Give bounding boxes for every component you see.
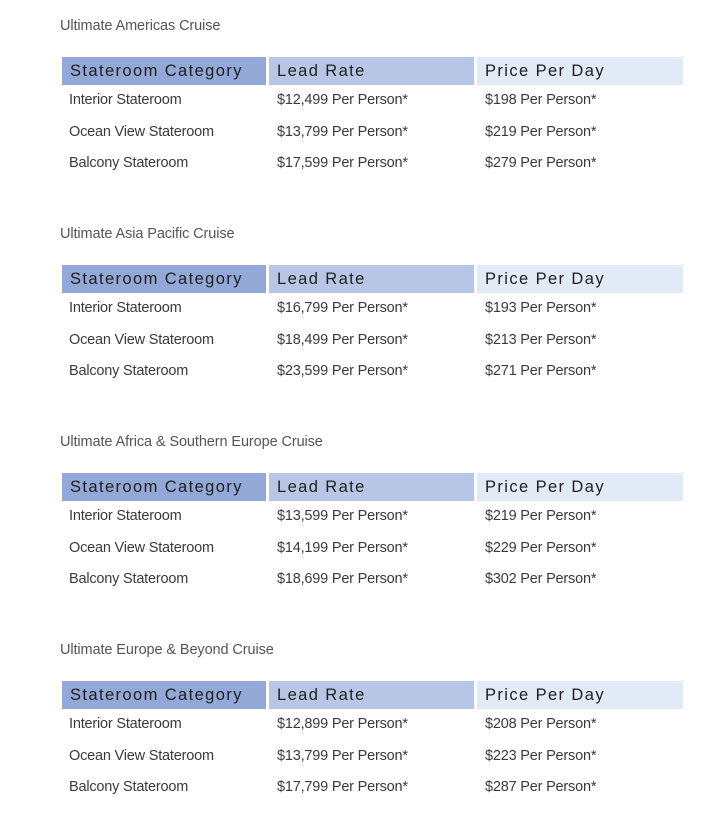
header-stateroom-category: Stateroom Category — [62, 57, 266, 85]
stateroom-category-cell: Balcony Stateroom — [69, 779, 189, 795]
stateroom-category-cell: Ocean View Stateroom — [69, 331, 214, 348]
table-header-row — [62, 473, 683, 501]
stateroom-category-cell: Ocean View Stateroom — [69, 539, 214, 556]
stateroom-category-cell: Ocean View Stateroom — [69, 123, 214, 140]
lead-rate-cell: $13,599 Per Person* — [277, 508, 408, 524]
stateroom-category-cell: Balcony Stateroom — [69, 571, 189, 587]
lead-rate-cell: $17,599 Per Person* — [277, 155, 408, 171]
price-per-day-cell: $219 Per Person* — [485, 123, 597, 140]
header-lead-rate: Lead Rate — [269, 473, 474, 501]
lead-rate-cell: $12,899 Per Person* — [277, 716, 408, 732]
price-per-day-cell: $198 Per Person* — [485, 92, 597, 108]
lead-rate-cell: $18,499 Per Person* — [277, 331, 408, 348]
price-per-day-cell: $219 Per Person* — [485, 508, 597, 524]
table-row — [62, 356, 683, 388]
lead-rate-cell: $13,799 Per Person* — [277, 747, 408, 764]
header-price-per-day: Price Per Day — [477, 473, 683, 501]
header-price-per-day: Price Per Day — [477, 57, 683, 85]
stateroom-category-cell: Balcony Stateroom — [69, 155, 189, 171]
header-stateroom-category: Stateroom Category — [62, 265, 266, 293]
table-row — [62, 709, 683, 741]
price-per-day-cell: $279 Per Person* — [485, 155, 597, 171]
rate-table — [62, 57, 683, 180]
price-per-day-cell: $229 Per Person* — [485, 539, 597, 556]
lead-rate-cell: $17,799 Per Person* — [277, 779, 408, 795]
stateroom-category-cell: Interior Stateroom — [69, 92, 182, 108]
rate-table — [62, 473, 683, 596]
header-lead-rate: Lead Rate — [269, 681, 474, 709]
price-per-day-cell: $302 Per Person* — [485, 571, 597, 587]
table-row — [62, 85, 683, 117]
stateroom-category-cell: Interior Stateroom — [69, 300, 182, 316]
lead-rate-cell: $18,699 Per Person* — [277, 571, 408, 587]
table-header-row — [62, 265, 683, 293]
header-stateroom-category: Stateroom Category — [62, 473, 266, 501]
table-header-row — [62, 57, 683, 85]
lead-rate-cell: $13,799 Per Person* — [277, 123, 408, 140]
table-row — [62, 325, 683, 357]
table-row — [62, 501, 683, 533]
section-title: Ultimate Africa & Southern Europe Cruise — [60, 434, 323, 450]
stateroom-category-cell: Interior Stateroom — [69, 716, 182, 732]
section-title: Ultimate Americas Cruise — [60, 18, 221, 34]
section-title: Ultimate Europe & Beyond Cruise — [60, 642, 274, 658]
stateroom-category-cell: Balcony Stateroom — [69, 363, 189, 379]
header-lead-rate: Lead Rate — [269, 265, 474, 293]
table-row — [62, 533, 683, 565]
price-per-day-cell: $223 Per Person* — [485, 747, 597, 764]
table-row — [62, 772, 683, 804]
stateroom-category-cell: Ocean View Stateroom — [69, 747, 214, 764]
lead-rate-cell: $23,599 Per Person* — [277, 363, 408, 379]
table-row — [62, 741, 683, 773]
table-row — [62, 564, 683, 596]
stateroom-category-cell: Interior Stateroom — [69, 508, 182, 524]
table-row — [62, 148, 683, 180]
price-per-day-cell: $213 Per Person* — [485, 331, 597, 348]
lead-rate-cell: $16,799 Per Person* — [277, 300, 408, 316]
header-lead-rate: Lead Rate — [269, 57, 474, 85]
lead-rate-cell: $14,199 Per Person* — [277, 539, 408, 556]
header-price-per-day: Price Per Day — [477, 681, 683, 709]
price-per-day-cell: $271 Per Person* — [485, 363, 597, 379]
rate-table — [62, 681, 683, 804]
section-title: Ultimate Asia Pacific Cruise — [60, 226, 235, 242]
header-price-per-day: Price Per Day — [477, 265, 683, 293]
lead-rate-cell: $12,499 Per Person* — [277, 92, 408, 108]
table-header-row — [62, 681, 683, 709]
price-per-day-cell: $193 Per Person* — [485, 300, 597, 316]
price-per-day-cell: $287 Per Person* — [485, 779, 597, 795]
price-per-day-cell: $208 Per Person* — [485, 716, 597, 732]
table-row — [62, 293, 683, 325]
rate-table — [62, 265, 683, 388]
header-stateroom-category: Stateroom Category — [62, 681, 266, 709]
table-row — [62, 117, 683, 149]
